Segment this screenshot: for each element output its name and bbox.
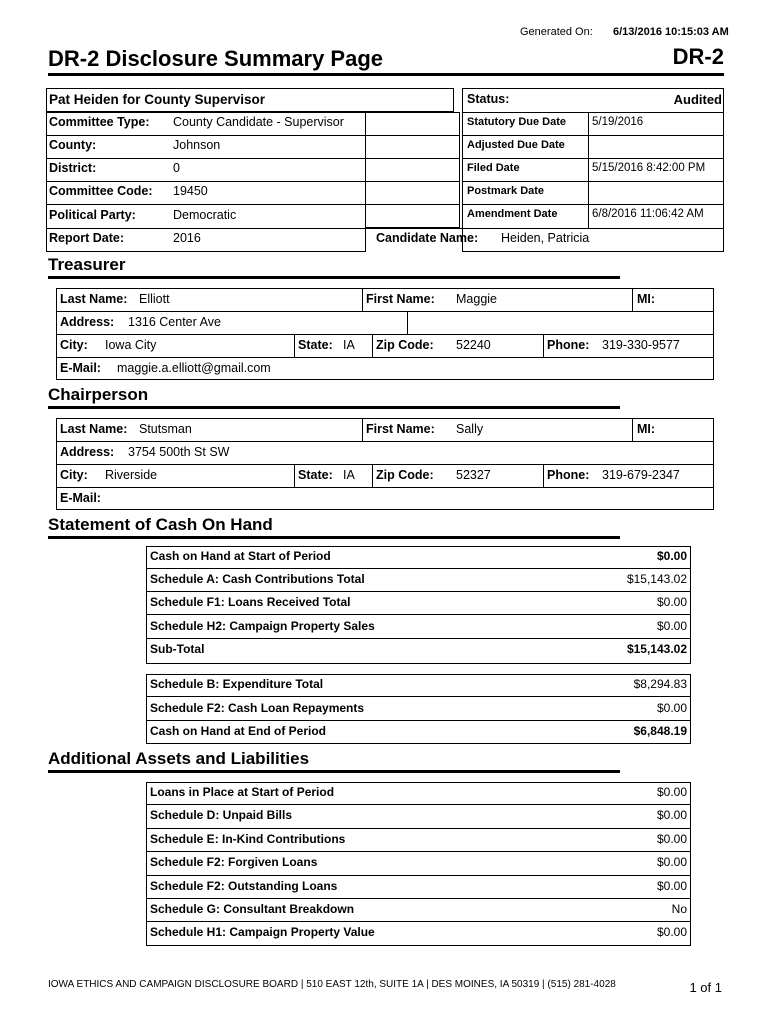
cash-row xyxy=(146,721,691,744)
statutory-due-label: Statutory Due Date xyxy=(467,116,567,128)
asset-row-value: $0.00 xyxy=(656,878,687,893)
asset-row xyxy=(146,922,691,945)
chair-last-name-value: Stutsman xyxy=(139,422,192,436)
page-number: 1 of 1 xyxy=(689,980,722,995)
asset-row-label: Schedule F2: Outstanding Loans xyxy=(150,878,338,893)
candidate-name-label: Candidate Name: xyxy=(376,231,479,245)
cash-row-label: Schedule F1: Loans Received Total xyxy=(150,595,351,609)
row-divider xyxy=(56,311,714,312)
asset-row xyxy=(146,782,691,805)
row-divider xyxy=(46,181,460,182)
cash-row-label: Schedule F2: Cash Loan Repayments xyxy=(150,701,365,715)
row-divider xyxy=(46,135,460,136)
cash-row-value: $0.00 xyxy=(656,701,687,715)
cash-row-value: $8,294.83 xyxy=(633,677,687,691)
chair-email-label: E-Mail: xyxy=(60,491,101,505)
chair-address-label: Address: xyxy=(60,445,115,459)
asset-row-label: Schedule E: In-Kind Contributions xyxy=(150,831,346,846)
cash-row xyxy=(146,698,691,721)
treasurer-first-name-label: First Name: xyxy=(366,292,435,306)
committee-name: Pat Heiden for County Supervisor xyxy=(49,92,266,107)
asset-row xyxy=(146,805,691,828)
row-divider xyxy=(462,181,724,182)
generated-value: 6/13/2016 10:15:03 AM xyxy=(613,26,729,38)
cash-row-value: $0.00 xyxy=(656,619,687,633)
asset-row-label: Schedule G: Consultant Breakdown xyxy=(150,902,355,916)
form-code: DR-2 xyxy=(672,44,724,69)
chair-first-name-value: Sally xyxy=(456,422,484,436)
cash-row-label: Schedule A: Cash Contributions Total xyxy=(150,572,365,586)
cash-row-label: Cash on Hand at End of Period xyxy=(150,724,327,738)
chair-city-value: Riverside xyxy=(105,468,158,482)
cash-row xyxy=(146,639,691,662)
status-value: Audited xyxy=(673,92,722,107)
row-divider xyxy=(56,441,714,442)
chair-last-name-label: Last Name: xyxy=(60,422,128,436)
cash-row-label: Sub-Total xyxy=(150,642,205,656)
treasurer-last-name-value: Elliott xyxy=(139,292,170,306)
cash-row-label: Schedule B: Expenditure Total xyxy=(150,677,324,691)
county-value: Johnson xyxy=(173,138,221,152)
row-divider xyxy=(56,487,714,488)
assets-rule xyxy=(48,770,620,773)
chairperson-rule xyxy=(48,406,620,409)
filed-date-value: 5/15/2016 8:42:00 PM xyxy=(592,162,706,174)
status-label: Status: xyxy=(467,92,510,106)
district-value: 0 xyxy=(173,161,180,175)
row-divider xyxy=(366,228,724,229)
cash-row-value: $15,143.02 xyxy=(626,642,687,656)
adjusted-due-label: Adjusted Due Date xyxy=(467,139,565,151)
asset-row xyxy=(146,852,691,875)
asset-row xyxy=(146,876,691,899)
chair-state-value: IA xyxy=(343,468,355,482)
report-date-value: 2016 xyxy=(173,231,201,245)
amendment-date-value: 6/8/2016 11:06:42 AM xyxy=(592,208,704,220)
col-divider xyxy=(372,334,373,357)
col-divider xyxy=(543,464,544,487)
cash-row-value: $0.00 xyxy=(656,549,687,563)
row-divider xyxy=(56,334,714,335)
asset-row-label: Schedule H1: Campaign Property Value xyxy=(150,925,375,940)
treasurer-state-value: IA xyxy=(343,338,355,352)
cash-row-value: $0.00 xyxy=(656,595,687,609)
committee-code-value: 19450 xyxy=(173,184,208,198)
cash-row-value: $6,848.19 xyxy=(633,724,687,738)
chair-first-name-label: First Name: xyxy=(366,422,435,436)
report-date-label: Report Date: xyxy=(49,231,125,245)
cash-row xyxy=(146,546,691,569)
committee-type-label: Committee Type: xyxy=(49,115,150,129)
treasurer-city-value: Iowa City xyxy=(105,338,157,352)
col-divider xyxy=(543,334,544,357)
amendment-date-label: Amendment Date xyxy=(467,208,558,220)
asset-row-label: Schedule D: Unpaid Bills xyxy=(150,808,293,823)
postmark-date-label: Postmark Date xyxy=(467,185,545,197)
treasurer-first-name-value: Maggie xyxy=(456,292,497,306)
col-divider xyxy=(632,288,633,311)
asset-row-label: Schedule F2: Forgiven Loans xyxy=(150,855,318,870)
treasurer-last-name-label: Last Name: xyxy=(60,292,128,306)
cash-row xyxy=(146,569,691,592)
asset-row-value: No xyxy=(671,902,687,916)
filed-date-label: Filed Date xyxy=(467,162,520,174)
treasurer-email-label: E-Mail: xyxy=(60,361,101,375)
row-divider xyxy=(46,158,460,159)
col-divider xyxy=(362,288,363,311)
treasurer-phone-value: 319-330-9577 xyxy=(602,338,680,352)
political-party-label: Political Party: xyxy=(49,208,136,222)
row-divider xyxy=(56,464,714,465)
asset-row-value: $0.00 xyxy=(656,808,687,823)
treasurer-email-value: maggie.a.elliott@gmail.com xyxy=(117,361,271,375)
chair-zip-value: 52327 xyxy=(456,468,491,482)
cash-row-value: $15,143.02 xyxy=(626,572,687,586)
political-party-value: Democratic xyxy=(173,208,237,222)
county-label: County: xyxy=(49,138,97,152)
committee-type-value: County Candidate - Supervisor xyxy=(173,115,344,129)
treasurer-phone-label: Phone: xyxy=(547,338,590,352)
cash-row-label: Cash on Hand at Start of Period xyxy=(150,549,331,563)
chair-zip-label: Zip Code: xyxy=(376,468,434,482)
cash-row xyxy=(146,674,691,697)
row-divider xyxy=(462,135,724,136)
asset-row xyxy=(146,829,691,852)
cash-rule xyxy=(48,536,620,539)
generated-label: Generated On: xyxy=(520,26,593,38)
treasurer-address-label: Address: xyxy=(60,315,115,329)
treasurer-zip-label: Zip Code: xyxy=(376,338,434,352)
page-title: DR-2 Disclosure Summary Page xyxy=(48,46,384,71)
header-rule xyxy=(48,73,724,76)
col-divider xyxy=(372,464,373,487)
treasurer-mi-label: MI: xyxy=(637,292,656,306)
asset-row xyxy=(146,899,691,922)
row-divider xyxy=(46,204,460,205)
asset-row-value: $0.00 xyxy=(656,785,687,799)
chair-state-label: State: xyxy=(298,468,333,482)
row-divider xyxy=(56,357,714,358)
treasurer-zip-value: 52240 xyxy=(456,338,491,352)
treasurer-state-label: State: xyxy=(298,338,333,352)
treasurer-title: Treasurer xyxy=(48,255,126,274)
chair-city-label: City: xyxy=(60,468,88,482)
district-label: District: xyxy=(49,161,97,175)
cash-row-label: Schedule H2: Campaign Property Sales xyxy=(150,619,375,633)
chair-phone-value: 319-679-2347 xyxy=(602,468,680,482)
col-divider xyxy=(294,464,295,487)
treasurer-address-value: 1316 Center Ave xyxy=(128,315,221,329)
committee-code-label: Committee Code: xyxy=(49,184,153,198)
col-divider xyxy=(294,334,295,357)
candidate-name-value: Heiden, Patricia xyxy=(501,231,590,245)
treasurer-rule xyxy=(48,276,620,279)
asset-row-value: $0.00 xyxy=(656,925,687,940)
asset-row-value: $0.00 xyxy=(656,831,687,846)
chair-address-value: 3754 500th St SW xyxy=(128,445,230,459)
committee-type-box xyxy=(366,112,460,228)
asset-row-label: Loans in Place at Start of Period xyxy=(150,785,335,799)
treasurer-city-label: City: xyxy=(60,338,88,352)
col-divider xyxy=(632,418,633,441)
col-divider xyxy=(407,311,408,334)
cash-row xyxy=(146,616,691,639)
status-col-divider xyxy=(588,112,589,228)
chairperson-title: Chairperson xyxy=(48,385,149,404)
row-divider xyxy=(462,204,724,205)
chair-mi-label: MI: xyxy=(637,422,656,436)
chair-phone-label: Phone: xyxy=(547,468,590,482)
col-divider xyxy=(362,418,363,441)
row-divider xyxy=(462,112,724,113)
asset-row-value: $0.00 xyxy=(656,855,687,870)
assets-title: Additional Assets and Liabilities xyxy=(48,749,310,768)
statutory-due-value: 5/19/2016 xyxy=(592,116,644,128)
footer-address: IOWA ETHICS AND CAMPAIGN DISCLOSURE BOARD | 510 EAST 12th, SUITE 1A | DES MOINES, IA 50319 | (515) 281-4028 xyxy=(48,979,616,990)
row-divider xyxy=(462,158,724,159)
cash-row xyxy=(146,592,691,615)
cash-title: Statement of Cash On Hand xyxy=(48,515,273,534)
